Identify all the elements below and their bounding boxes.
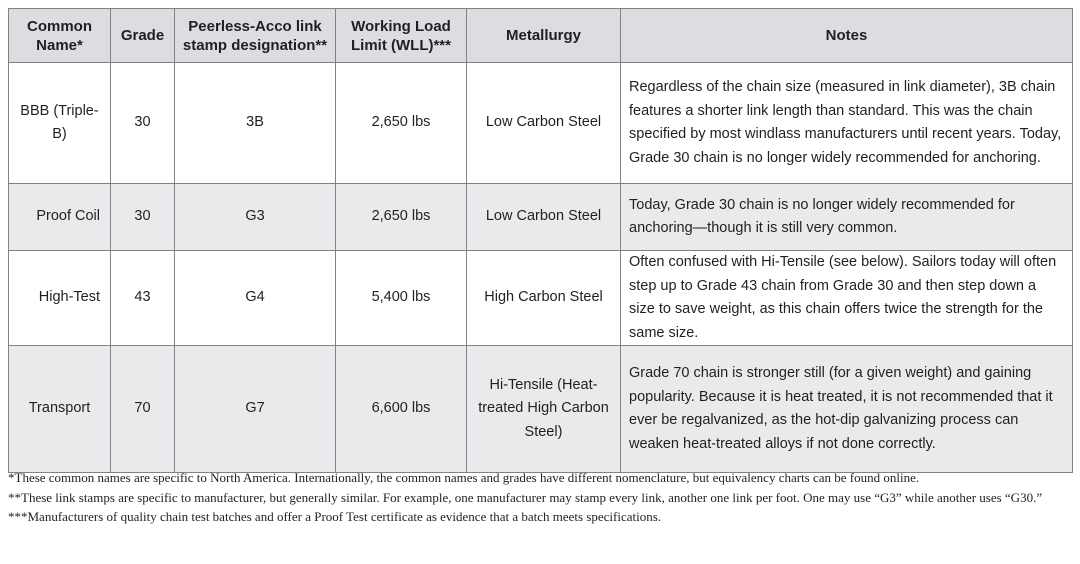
header-metallurgy: Metallurgy [467, 9, 621, 63]
cell-grade: 30 [111, 184, 175, 251]
cell-grade: 70 [111, 346, 175, 473]
cell-notes: Today, Grade 30 chain is no longer widely recommended for anchoring—though it is still very common. [621, 184, 1073, 251]
cell-wll: 2,650 lbs [336, 63, 467, 184]
footnote-link-stamps: **These link stamps are specific to manufacturer, but generally similar. For example, one manufacturer may stamp every link, another one link per foot. One may use “G3” while another uses “G30.” [8, 489, 1043, 505]
table-body [9, 63, 1073, 473]
table-header [9, 9, 1073, 63]
cell-wll: 6,600 lbs [336, 346, 467, 473]
cell-grade: 30 [111, 63, 175, 184]
footnote-proof-test: ***Manufacturers of quality chain test batches and offer a Proof Test certificate as evidence that a batch meets specifications. [8, 509, 662, 524]
cell-metallurgy: High Carbon Steel [467, 251, 621, 346]
cell-wll: 2,650 lbs [336, 184, 467, 251]
table-row [9, 63, 1073, 184]
cell-link-stamp: G7 [175, 346, 336, 473]
table-row [9, 184, 1073, 251]
cell-common-name: BBB (Triple-B) [9, 63, 111, 184]
cell-metallurgy: Hi-Tensile (Heat- treated High Carbon Steel) [467, 346, 621, 473]
table-row [9, 346, 1073, 473]
header-common-name: Common Name* [9, 9, 111, 63]
cell-notes: Regardless of the chain size (measured in link diameter), 3B chain features a shorter link length than standard. This was the chain specified by most windlass manufacturers until recent years. Today, Grade 30 chain is no longer widely recommended for anchoring. [621, 63, 1073, 184]
header-link-stamp: Peerless-Acco link stamp designation** [175, 9, 336, 63]
header-grade: Grade [111, 9, 175, 63]
cell-link-stamp: 3B [175, 63, 336, 184]
footnote-common-names: *These common names are specific to North America. Internationally, the common names and grades have different nomenclature, but equivalency charts can be found online. [8, 470, 920, 485]
cell-notes: Grade 70 chain is stronger still (for a given weight) and gaining popularity. Because it is heat treated, it is not recommended that it ever be regalvanized, as the hot-dip galvanizing process can weaken heat-treated alloys if not done correctly. [621, 346, 1073, 473]
table-row [9, 251, 1073, 346]
footnotes [8, 470, 1072, 529]
cell-notes: Often confused with Hi-Tensile (see below). Sailors today will often step up to Grade 43 chain from Grade 30 and then step down a size to save weight, as this chain offers twice the strength for the same size. [621, 251, 1073, 346]
header-wll: Working Load Limit (WLL)*** [336, 9, 467, 63]
cell-wll: 5,400 lbs [336, 251, 467, 346]
header-row [9, 9, 1073, 63]
cell-metallurgy: Low Carbon Steel [467, 184, 621, 251]
cell-link-stamp: G4 [175, 251, 336, 346]
cell-common-name: High-Test [9, 251, 111, 346]
cell-common-name: Proof Coil [9, 184, 111, 251]
cell-link-stamp: G3 [175, 184, 336, 251]
cell-metallurgy: Low Carbon Steel [467, 63, 621, 184]
cell-grade: 43 [111, 251, 175, 346]
header-notes: Notes [621, 9, 1073, 63]
chain-grades-table [8, 8, 1073, 473]
cell-common-name: Transport [9, 346, 111, 473]
